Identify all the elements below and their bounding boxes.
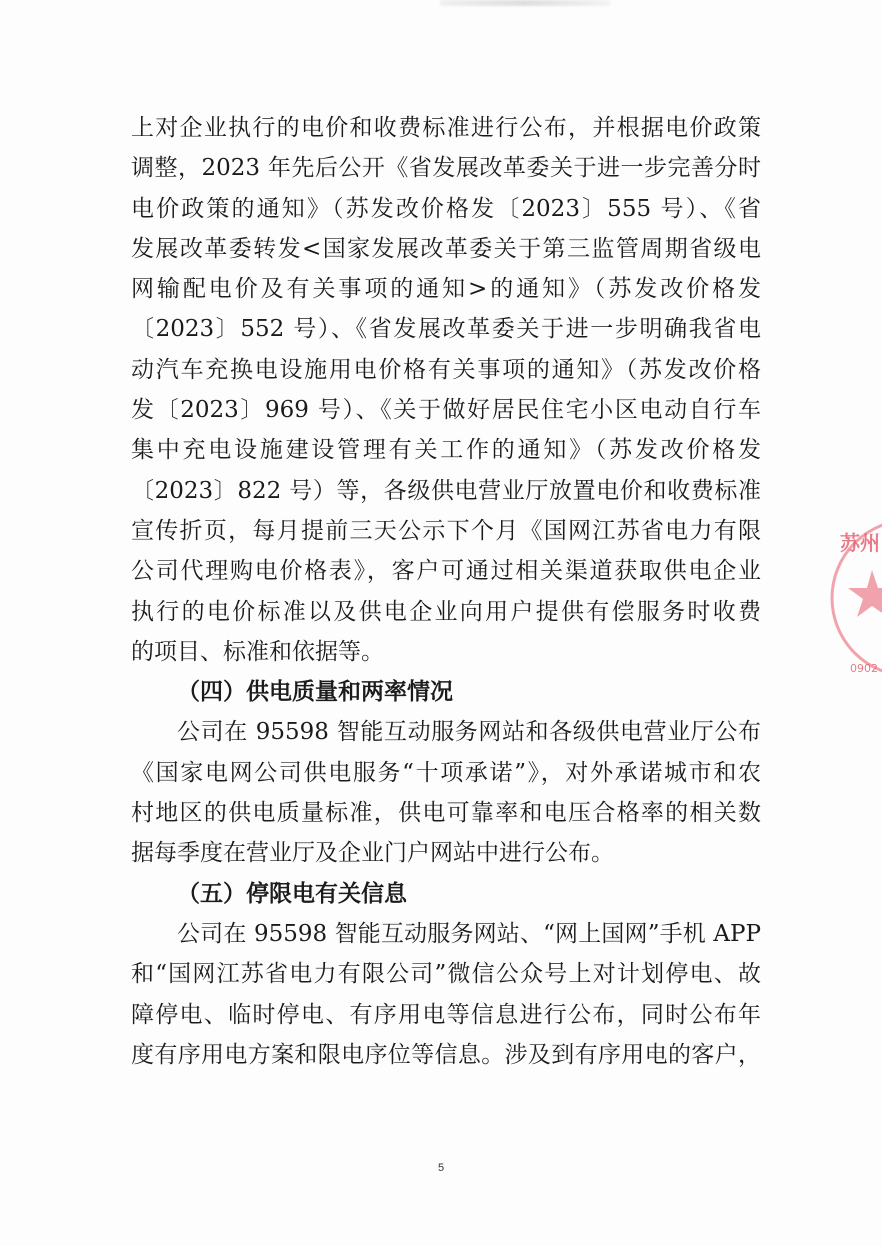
seal-text-top: 苏州 [840,531,880,555]
text-line: 发〔2023〕969 号）、《关于做好居民住宅小区电动自行车 [131,397,761,424]
text-line: 网输配电价及有关事项的通知>的通知》（苏发改价格发 [131,276,761,303]
text-line: 发展改革委转发<国家发展改革委关于第三监管周期省级电 [131,235,761,262]
text-line: 〔2023〕822 号）等，各级供电营业厅放置电价和收费标准 [131,477,761,504]
section-power-quality [131,672,761,873]
text-line: 村地区的供电质量标准，供电可靠率和电压合格率的相关数 [131,800,761,827]
official-seal-icon [830,510,882,700]
text-line: 上对企业执行的电价和收费标准进行公布，并根据电价政策 [131,115,761,141]
text-line: 障停电、临时停电、有序用电等信息进行公布，同时公布年 [131,1001,761,1028]
section-heading: （四）供电质量和两率情况 [177,678,453,706]
seal-text-bottom: 0902 [850,662,878,675]
text-line: 调整，2023 年先后公开《省发展改革委关于进一步完善分时 [131,155,761,182]
text-line: 宣传折页，每月提前三天公示下个月《国网江苏省电力有限 [131,517,761,544]
text-line: 〔2023〕552 号）、《省发展改革委关于进一步明确我省电 [131,316,761,343]
text-line: 的项目、标准和依据等。 [131,638,384,665]
paragraph-electricity-price [131,108,761,672]
text-line: 执行的电价标准以及供电企业向用户提供有偿服务时收费 [131,598,761,625]
text-line: 据每季度在营业厅及企业门户网站中进行公布。 [131,840,614,867]
text-line: 动汽车充换电设施用电价格有关事项的通知》（苏发改价格 [131,356,761,383]
section-outage-info [131,874,761,1075]
text-line: 公司在 95598 智能互动服务网站和各级供电营业厅公布 [177,719,761,746]
seal-star-icon [848,570,882,617]
text-line: 电价政策的通知》（苏发改价格发〔2023〕555 号）、《省 [131,195,761,222]
text-line: 《国家电网公司供电服务“十项承诺”》，对外承诺城市和农 [131,759,761,786]
text-line: 度有序用电方案和限电序位等信息。涉及到有序用电的客户， [131,1041,761,1068]
text-line: 公司代理购电价格表》，客户可通过相关渠道获取供电企业 [131,558,761,585]
text-line: 和“国网江苏省电力有限公司”微信公众号上对计划停电、故 [131,961,761,988]
document-body [131,108,761,1075]
text-line: 公司在 95598 智能互动服务网站、“网上国网”手机 APP [177,920,761,947]
section-heading: （五）停限电有关信息 [177,879,407,907]
scan-artifact [440,0,610,6]
page-number: 5 [437,1162,445,1174]
text-line: 集中充电设施建设管理有关工作的通知》（苏发改价格发 [131,437,761,464]
